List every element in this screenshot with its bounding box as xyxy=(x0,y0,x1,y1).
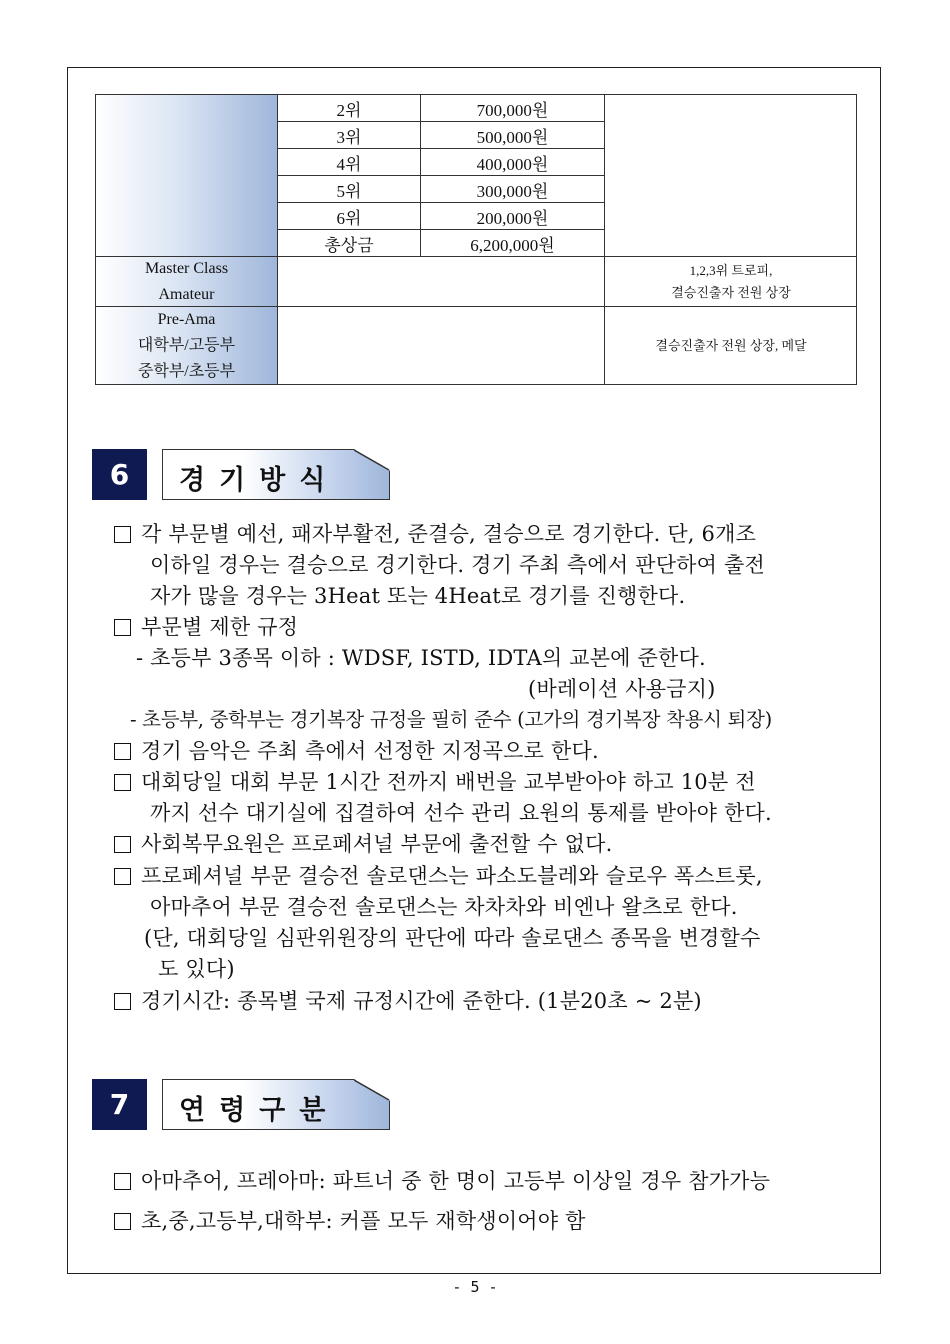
rule-text-continued: 까지 선수 대기실에 집결하여 선수 관리 요원의 통제를 받아야 한다. xyxy=(150,801,772,825)
rule-item: 각 부문별 예선, 패자부활전, 준결승, 결승으로 경기한다. 단, 6개조 xyxy=(114,519,756,549)
section-7-title: 연령구분 xyxy=(179,1095,340,1126)
checkbox-icon xyxy=(114,743,131,760)
category-cell-blank xyxy=(96,95,278,257)
master-award-line1: 1,2,3위 트로피, xyxy=(689,262,773,278)
section-7-title-box xyxy=(162,1079,390,1130)
checkbox-icon xyxy=(114,1173,131,1190)
section-7-number: 7 xyxy=(92,1079,147,1130)
master-prize-blank xyxy=(278,257,605,307)
amount-cell: 700,000원 xyxy=(421,95,605,122)
checkbox-icon xyxy=(114,526,131,543)
pre-ama-line1: Pre-Ama xyxy=(157,310,216,328)
rule-subitem: - 초등부 3종목 이하 : WDSF, ISTD, IDTA의 교본에 준한다. xyxy=(136,646,706,670)
pre-ama-prize-blank xyxy=(278,307,605,384)
master-award-note xyxy=(605,257,857,307)
pre-ama-award-note xyxy=(605,307,857,384)
rule-item: 대회당일 대회 부문 1시간 전까지 배번을 교부받아야 하고 10분 전 xyxy=(114,767,756,797)
master-class-line1: Master Class xyxy=(144,259,229,277)
checkbox-icon xyxy=(114,619,131,636)
rule-item: 프로페셔널 부문 결승전 솔로댄스는 파소도블레와 슬로우 폭스트롯, xyxy=(114,861,763,891)
rule-text-continued: 도 있다) xyxy=(158,957,235,981)
rule-text-continued: 자가 많을 경우는 3Heat 또는 4Heat로 경기를 진행한다. xyxy=(150,584,686,608)
master-class-line2: Amateur xyxy=(158,285,215,303)
folded-corner-icon xyxy=(354,449,390,471)
rank-cell: 3위 xyxy=(278,122,421,149)
rank-cell: 5위 xyxy=(278,176,421,203)
rule-text-continued: 이하일 경우는 결승으로 경기한다. 경기 주최 측에서 판단하여 출전 xyxy=(150,553,765,577)
pre-ama-label xyxy=(96,307,278,384)
rule-item: 부문별 제한 규정 xyxy=(114,612,298,642)
pre-ama-award-text: 결승진출자 전원 상장, 메달 xyxy=(655,337,807,353)
amount-cell: 200,000원 xyxy=(421,203,605,230)
rule-item: 경기시간: 종목별 국제 규정시간에 준한다. (1분20초 ~ 2분) xyxy=(114,986,702,1016)
amount-cell: 300,000원 xyxy=(421,176,605,203)
pre-ama-line3: 중학부/초등부 xyxy=(137,362,236,380)
checkbox-icon xyxy=(114,836,131,853)
rule-text-continued: 아마추어 부문 결승전 솔로댄스는 차차차와 비엔나 왈츠로 한다. xyxy=(150,895,738,919)
amount-cell: 400,000원 xyxy=(421,149,605,176)
folded-corner-icon xyxy=(354,1079,390,1101)
note-cell-blank xyxy=(605,95,857,257)
rule-subitem: - 초등부, 중학부는 경기복장 규정을 필히 준수 (고가의 경기복장 착용시 퇴장) xyxy=(130,708,772,731)
checkbox-icon xyxy=(114,1213,131,1230)
master-award-line2: 결승진출자 전원 상장 xyxy=(671,284,791,300)
page-number: - 5 - xyxy=(452,1278,498,1296)
rule-text-continued: (단, 대회당일 심판위원장의 판단에 따라 솔로댄스 종목을 변경할수 xyxy=(144,926,761,950)
age-rule-item: 아마추어, 프레아마: 파트너 중 한 명이 고등부 이상일 경우 참가가능 xyxy=(114,1166,770,1196)
section-6-title: 경기방식 xyxy=(179,465,340,496)
rank-cell: 2위 xyxy=(278,95,421,122)
age-rule-item: 초,중,고등부,대학부: 커플 모두 재학생이어야 함 xyxy=(114,1206,586,1236)
pre-ama-line2: 대학부/고등부 xyxy=(137,336,236,354)
rule-item: 사회복무요원은 프로페셔널 부문에 출전할 수 없다. xyxy=(114,829,612,859)
amount-cell: 500,000원 xyxy=(421,122,605,149)
master-class-label xyxy=(96,257,278,307)
section-6-number: 6 xyxy=(92,449,147,500)
rule-subitem-note: (바레이션 사용금지) xyxy=(528,677,716,701)
rank-cell: 6위 xyxy=(278,203,421,230)
prize-table xyxy=(95,94,857,385)
rule-item: 경기 음악은 주최 측에서 선정한 지정곡으로 한다. xyxy=(114,736,599,766)
amount-cell: 6,200,000원 xyxy=(421,230,605,257)
checkbox-icon xyxy=(114,993,131,1010)
checkbox-icon xyxy=(114,774,131,791)
section-6-title-box xyxy=(162,449,390,500)
rank-cell: 4위 xyxy=(278,149,421,176)
checkbox-icon xyxy=(114,868,131,885)
rank-cell: 총상금 xyxy=(278,230,421,257)
